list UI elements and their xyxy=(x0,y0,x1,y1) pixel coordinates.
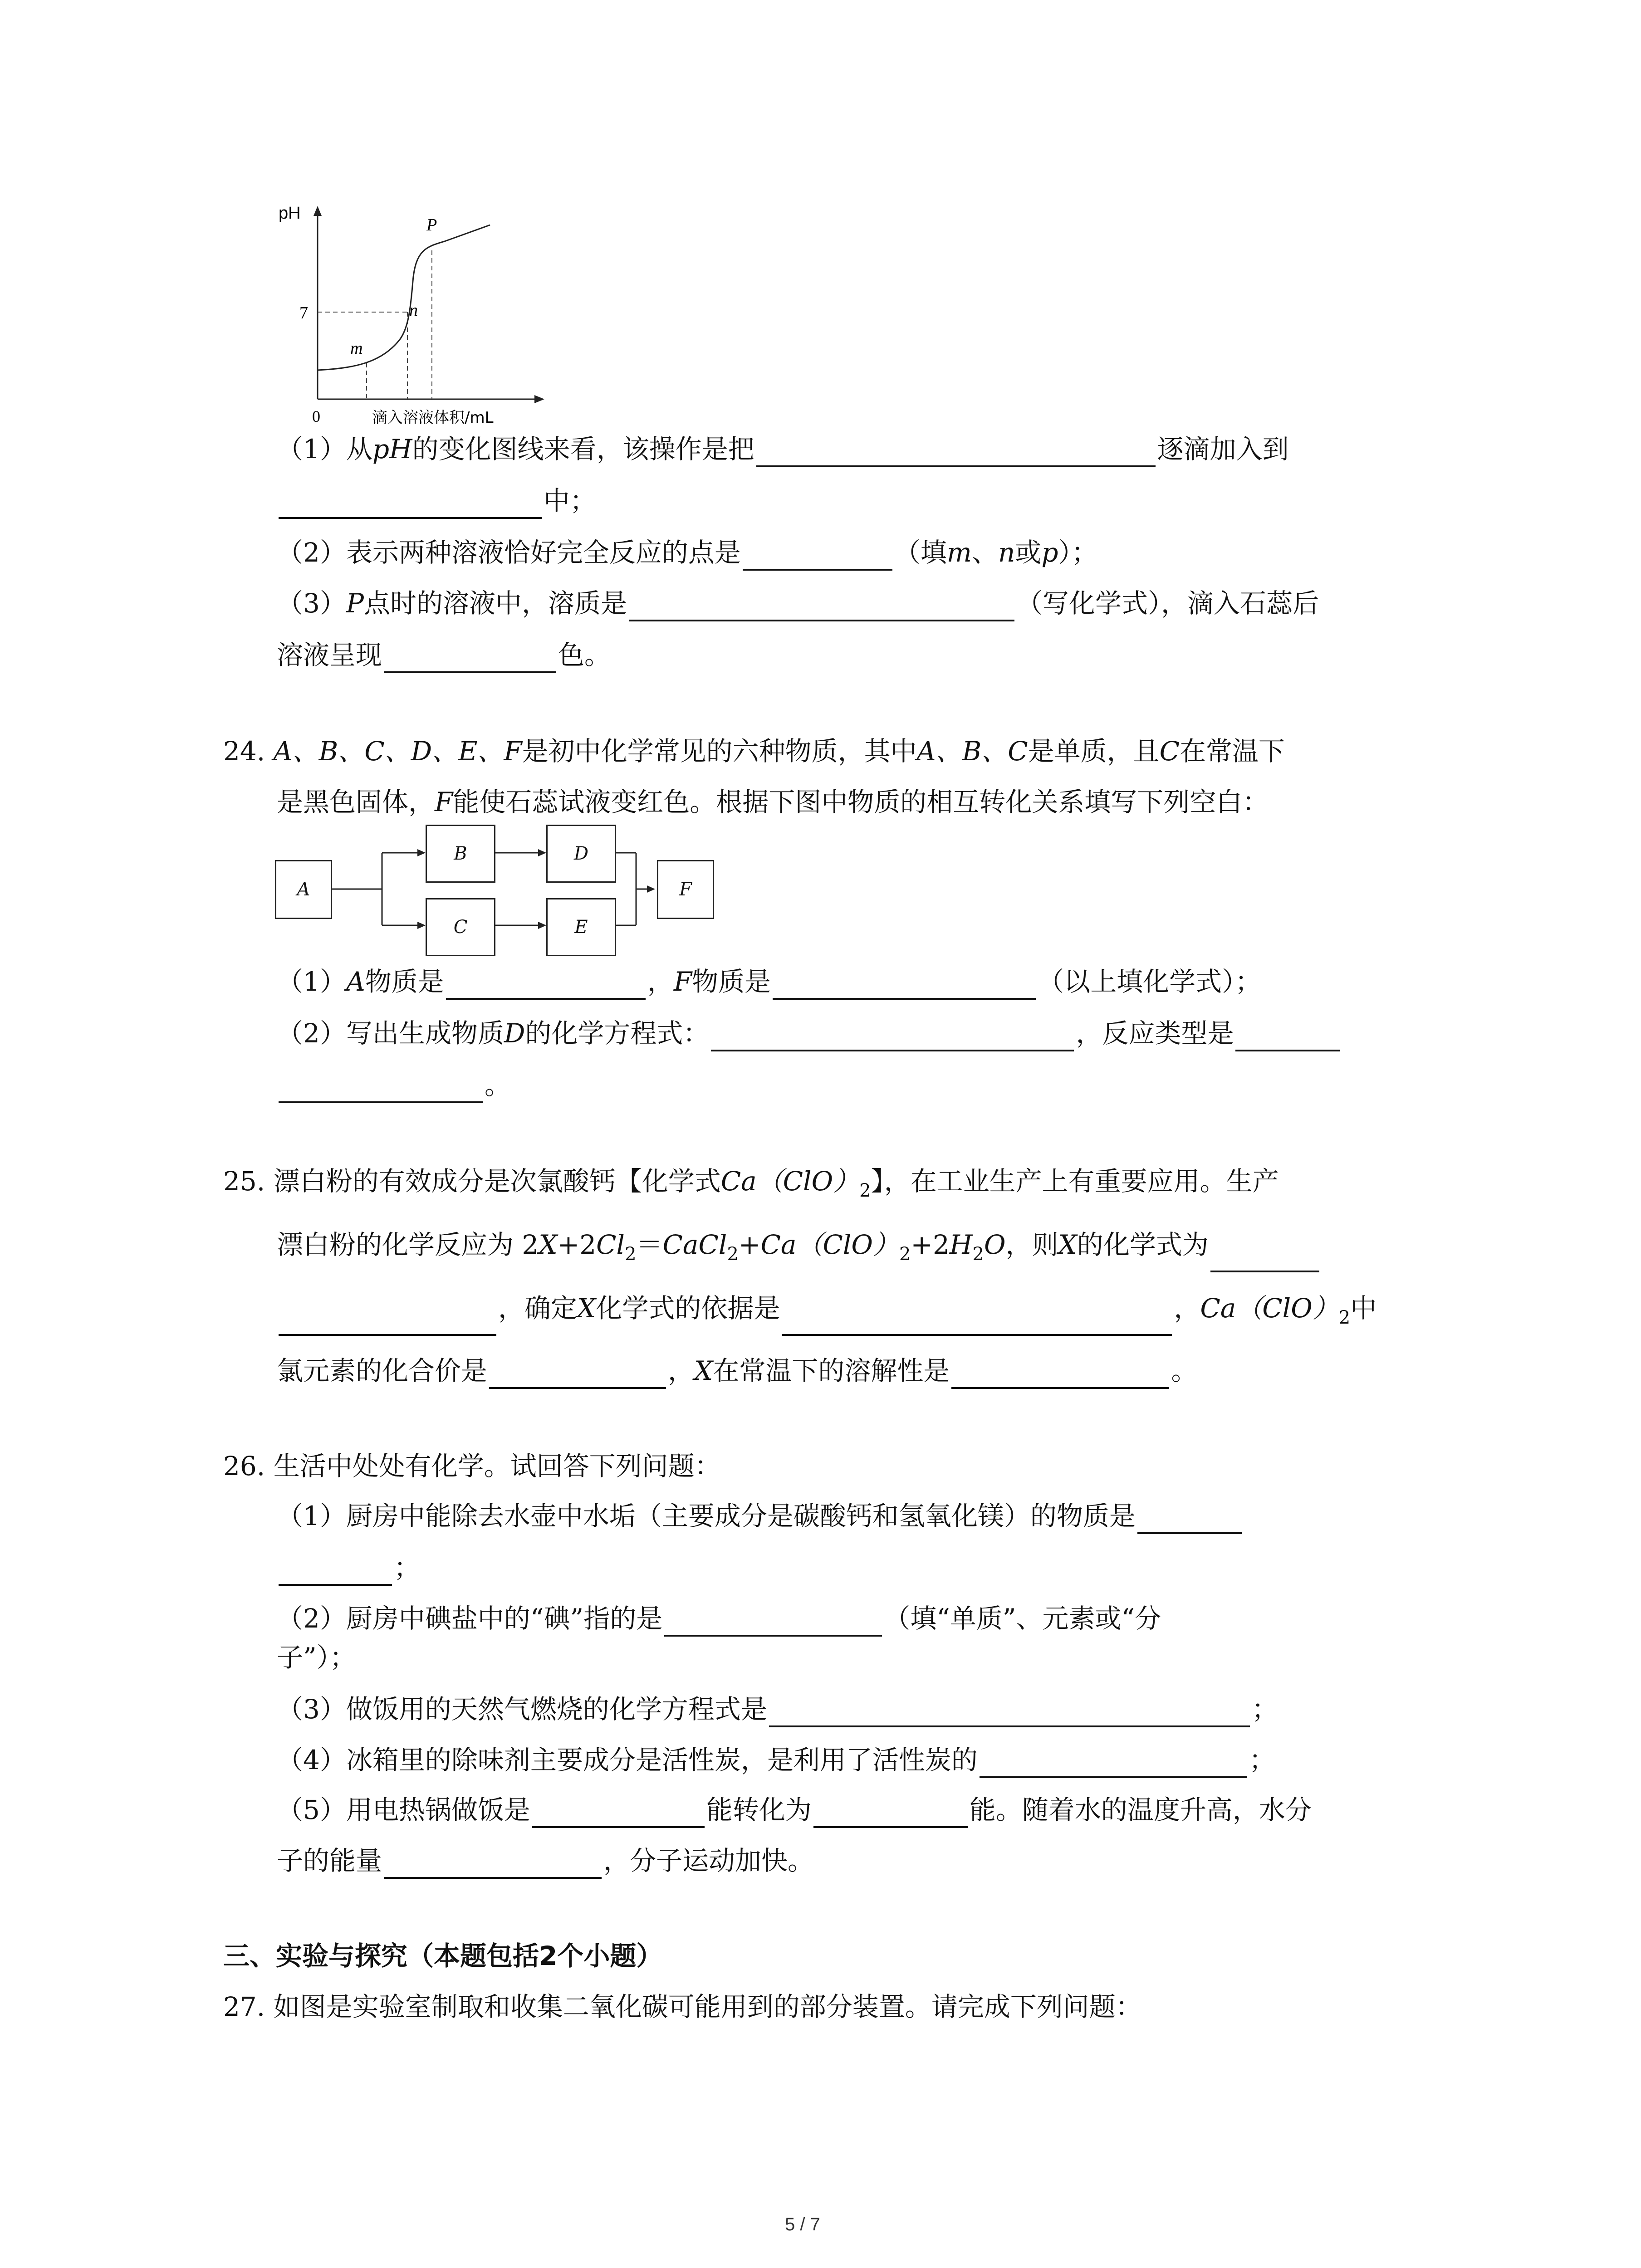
q26-sub2: （2）厨房中碘盐中的“碘”指的是 （填“单质”、元素或“分 xyxy=(277,1600,1161,1637)
q24-box-e: E xyxy=(546,898,616,956)
q26-blank-iodine[interactable] xyxy=(664,1606,882,1637)
q24-box-c: C xyxy=(426,898,495,956)
q26-sub5-cont: 子的能量 ，分子运动加快。 xyxy=(277,1843,814,1879)
q24-box-a: A xyxy=(275,860,332,919)
q24-box-f: F xyxy=(657,860,714,919)
q26-sub5: （5）用电热锅做饭是 能转化为 能。随着水的温度升高，水分 xyxy=(277,1792,1312,1828)
q25-line1: 25. 漂白粉的有效成分是次氯酸钙【化学式$Ca(ClO)_2$】，在工业生产上有重要应用。生产 xyxy=(223,1166,1279,1201)
q25-line2: 漂白粉的化学反应为 $2X+2Cl_2=CaCl_2+Ca(ClO)_2+2H_2O$，则X的化学式为 xyxy=(277,1227,1321,1272)
q23-line4: （3）P点时的溶液中，溶质是 （写化学式），滴入石蕊后 xyxy=(277,585,1319,621)
ph7-label: 7 xyxy=(299,303,308,323)
q24-intro-line2: 是黑色固体，F能使石蕊试液变红色。根据下图中物质的相互转化关系填写下列空白： xyxy=(277,787,1269,817)
q26-blank-molecule-energy[interactable] xyxy=(384,1848,602,1879)
q24-blank-f[interactable] xyxy=(773,969,1036,1000)
q23-line1: （1）从pH的变化图线来看，该操作是把 逐滴加入到 xyxy=(277,431,1289,467)
q26-blank-descaler-a[interactable] xyxy=(1137,1503,1242,1534)
point-m-label: m xyxy=(350,339,363,358)
q26-sub1: （1）厨房中能除去水壶中水垢（主要成分是碳酸钙和氢氧化镁）的物质是 xyxy=(277,1498,1244,1534)
page-number: 5 / 7 xyxy=(785,2214,820,2234)
q26-sub1-cont: ； xyxy=(277,1549,420,1586)
q26-blank-descaler-b[interactable] xyxy=(279,1555,392,1586)
q25-blank-solubility[interactable] xyxy=(951,1358,1169,1389)
q25-blank-valence[interactable] xyxy=(489,1358,666,1389)
q24-box-d: D xyxy=(546,825,616,883)
q25-blank-x-b[interactable] xyxy=(279,1305,496,1336)
q26-blank-energy-from[interactable] xyxy=(532,1797,705,1828)
q27-text: 27. 如图是实验室制取和收集二氧化碳可能用到的部分装置。请完成下列问题： xyxy=(223,1991,1142,2022)
q25-line4: 氯元素的化合价是 ，X在常温下的溶解性是 。 xyxy=(277,1353,1197,1389)
q26-sub4: （4）冰箱里的除味剂主要成分是活性炭，是利用了活性炭的 ； xyxy=(277,1742,1275,1778)
q26-blank-energy-to[interactable] xyxy=(813,1797,968,1828)
q23-line2: 中； xyxy=(277,483,596,519)
q24-intro-line1: 24. A、B、C、D、E、F是初中化学常见的六种物质，其中A、B、C是单质，且C在常温下 xyxy=(223,736,1285,767)
q25-blank-x-a[interactable] xyxy=(1210,1242,1319,1272)
q23-line3: （2）表示两种溶液恰好完全反应的点是 （填m、n或p）； xyxy=(277,534,1097,571)
q25-blank-basis[interactable] xyxy=(782,1305,1172,1336)
q26-blank-carbon[interactable] xyxy=(980,1747,1247,1778)
section-heading: 三、实验与探究（本题包括2个小题） xyxy=(223,1941,663,1971)
q24-sub1: （1）A物质是 ，F物质是 （以上填化学式）； xyxy=(277,963,1261,1000)
q24-blank-a[interactable] xyxy=(446,969,646,1000)
point-p-label: P xyxy=(426,215,437,235)
q23-line5: 溶液呈现 色。 xyxy=(277,637,611,673)
q24-box-b: B xyxy=(426,825,495,883)
q26-blank-combustion[interactable] xyxy=(769,1696,1250,1727)
q24-blank-type-b[interactable] xyxy=(279,1072,483,1103)
q26-sub3: （3）做饭用的天然气燃烧的化学方程式是 ； xyxy=(277,1691,1278,1727)
y-axis-label: pH xyxy=(279,204,301,223)
origin-label: 0 xyxy=(312,407,320,425)
q26-intro: 26. 生活中处处有化学。试回答下列问题： xyxy=(223,1451,721,1481)
q24-sub2: （2）写出生成物质D的化学方程式： ，反应类型是 xyxy=(277,1015,1342,1051)
q24-blank-equation[interactable] xyxy=(711,1021,1074,1051)
q26-sub2-cont: 子”）； xyxy=(277,1642,356,1673)
point-n-label: n xyxy=(409,301,418,320)
q24-blank-type-a[interactable] xyxy=(1235,1021,1340,1051)
q24-sub2-cont: 。 xyxy=(277,1067,511,1103)
x-axis-label: 滴入溶液体积/mL xyxy=(372,409,494,427)
q25-line3: ，确定X化学式的依据是 ，$Ca(ClO)_2$中 xyxy=(277,1290,1376,1336)
